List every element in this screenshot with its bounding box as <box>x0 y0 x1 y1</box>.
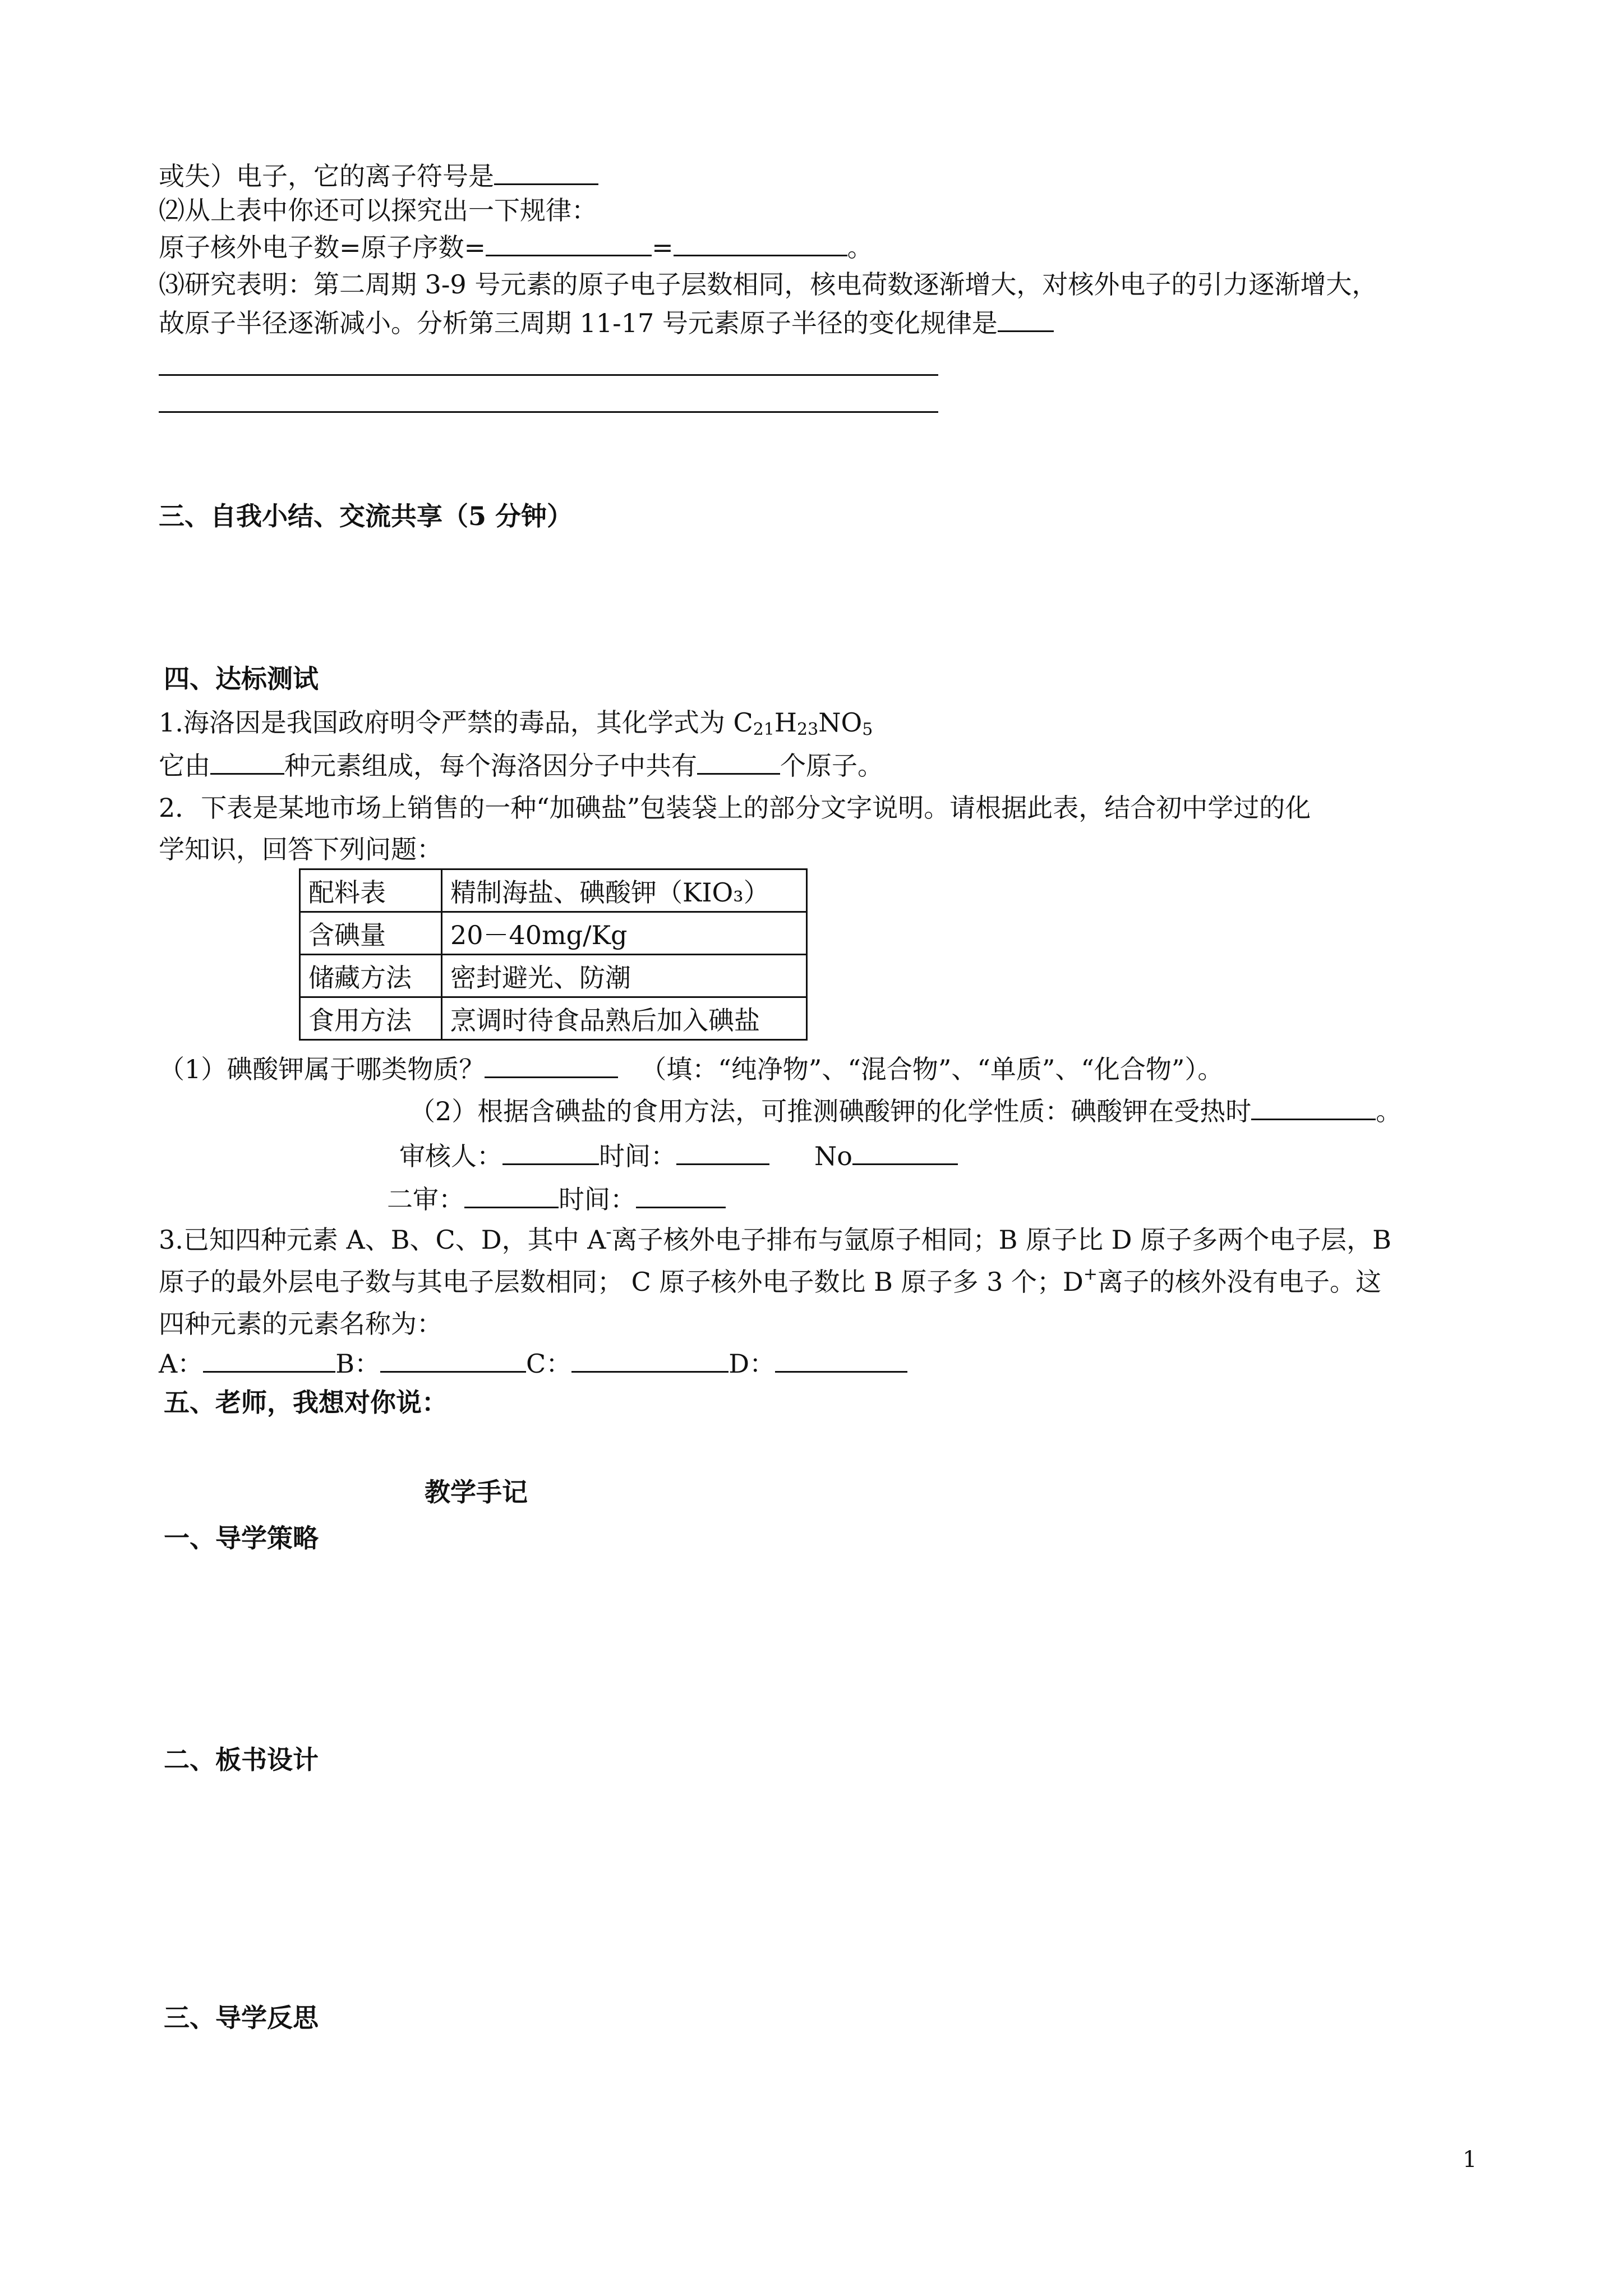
time-blank[interactable] <box>636 1182 726 1208</box>
q3-line-2 <box>159 1265 1381 1299</box>
subscript-21: 21 <box>753 720 774 739</box>
answer-c-blank[interactable] <box>571 1346 728 1373</box>
table-key: 配料表 <box>300 869 442 912</box>
table-key: 含碘量 <box>300 912 442 955</box>
table-key: 食用方法 <box>300 997 442 1040</box>
element-count-blank[interactable] <box>210 748 284 775</box>
electron-rule-text: 原子核外电子数=原子序数= <box>159 232 486 263</box>
table-row <box>300 912 807 955</box>
formula-no: NO <box>818 707 863 738</box>
radius-rule-blank[interactable] <box>998 306 1054 332</box>
q3-line-3: 四种元素的元素名称为： <box>159 1309 442 1339</box>
second-review-label: 二审： <box>387 1184 464 1214</box>
top-line-3 <box>159 230 873 264</box>
equals-sign: = <box>652 232 674 263</box>
q2-sub1-text: （1）碘酸钾属于哪类物质？ <box>159 1054 485 1084</box>
q3-text-c: 原子的最外层电子数与其电子层数相同； C 原子核外电子数比 B 原子多 3 个；D <box>159 1267 1083 1297</box>
q1-text: 1.海洛因是我国政府明令严禁的毒品，其化学式为 C <box>159 707 753 738</box>
notes-title: 教学手记 <box>425 1477 528 1507</box>
table-value: 20－40mg/Kg <box>442 912 807 955</box>
answer-c-label: C： <box>526 1349 572 1379</box>
time-label: 时间： <box>599 1141 676 1171</box>
q1-text-c: 个原子。 <box>780 751 883 781</box>
atom-count-blank[interactable] <box>697 748 780 775</box>
answer-d-label: D： <box>728 1349 776 1379</box>
section-5-title: 五、老师，我想对你说： <box>164 1387 448 1418</box>
q2-sub2-text: （2）根据含碘盐的食用方法，可推测碘酸钾的化学性质：碘酸钾在受热时 <box>409 1096 1252 1126</box>
q3-text-b: 离子核外电子排布与氩原子相同；B 原子比 D 原子多两个电子层，B <box>611 1225 1391 1255</box>
review-line <box>399 1139 958 1173</box>
answer-line-1[interactable] <box>159 374 938 376</box>
q2-sub1-hint: （填：“纯净物”、“混合物”、“单质”、“化合物”）。 <box>640 1054 1224 1084</box>
answer-a-blank[interactable] <box>203 1346 335 1373</box>
q2-sub-2 <box>409 1094 1401 1128</box>
page-number: 1 <box>1463 2147 1477 2173</box>
ion-symbol-blank[interactable] <box>494 159 598 185</box>
q1-line-2 <box>159 748 883 783</box>
no-label: No <box>814 1141 852 1171</box>
q2-line-2: 学知识，回答下列问题： <box>159 834 442 864</box>
q2-line-1: 2．下表是某地市场上销售的一种“加碘盐”包装袋上的部分文字说明。请根据此表，结合初中学过的化 <box>159 793 1311 823</box>
electron-rule-blank-1[interactable] <box>486 230 652 256</box>
charge-plus: + <box>1083 1264 1098 1284</box>
period-mark: 。 <box>847 232 873 263</box>
time-label: 时间： <box>559 1184 636 1214</box>
table-value: 烹调时待食品熟后加入碘盐 <box>442 997 807 1040</box>
notes-section-strategy: 一、导学策略 <box>164 1523 319 1553</box>
time-blank[interactable] <box>676 1139 769 1165</box>
second-review-line <box>387 1182 726 1216</box>
answer-line-2[interactable] <box>159 411 938 413</box>
q3-answers <box>159 1346 907 1381</box>
reviewer-label: 审核人： <box>399 1141 502 1171</box>
notes-section-board-design: 二、板书设计 <box>164 1745 319 1775</box>
ion-symbol-prompt: 或失）电子，它的离子符号是 <box>159 161 494 191</box>
table-key: 储藏方法 <box>300 955 442 997</box>
answer-a-label: A： <box>159 1349 204 1379</box>
answer-b-blank[interactable] <box>380 1346 526 1373</box>
second-review-blank[interactable] <box>464 1182 559 1208</box>
table-value: 密封避光、防潮 <box>442 955 807 997</box>
table-row <box>300 869 807 912</box>
top-line-4: ⑶研究表明：第二周期 3-9 号元素的原子电子层数相同，核电荷数逐渐增大，对核外电子的引力逐渐增大， <box>159 269 1378 300</box>
section-4-title: 四、达标测试 <box>164 664 319 694</box>
q3-text-d: 离子的核外没有电子。这 <box>1098 1267 1382 1297</box>
answer-b-label: B： <box>335 1349 381 1379</box>
notes-section-reflection: 三、导学反思 <box>164 2003 319 2033</box>
chemical-property-blank[interactable] <box>1251 1094 1376 1120</box>
top-line-1 <box>159 159 598 193</box>
table-row <box>300 955 807 997</box>
iodized-salt-table <box>299 868 808 1041</box>
substance-type-blank[interactable] <box>485 1052 618 1078</box>
no-blank[interactable] <box>852 1139 958 1165</box>
subscript-23: 23 <box>797 720 819 739</box>
table-row <box>300 997 807 1040</box>
formula-h: H <box>774 707 797 738</box>
q2-sub-1 <box>159 1052 1223 1086</box>
top-line-5 <box>159 306 1054 340</box>
section-3-title: 三、自我小结、交流共享（5 分钟） <box>159 501 573 531</box>
subscript-5: 5 <box>862 720 873 739</box>
reviewer-blank[interactable] <box>502 1139 599 1165</box>
radius-rule-text: 故原子半径逐渐减小。分析第三周期 11-17 号元素原子半径的变化规律是 <box>159 308 998 338</box>
period-mark: 。 <box>1376 1096 1402 1126</box>
answer-d-blank[interactable] <box>775 1346 907 1373</box>
charge-minus: - <box>606 1222 612 1242</box>
table-value: 精制海盐、碘酸钾（KIO₃） <box>442 869 807 912</box>
q1-line-1 <box>159 706 873 739</box>
q3-text-a: 3.已知四种元素 A、B、C、D，其中 A <box>159 1225 606 1255</box>
q3-line-1 <box>159 1223 1391 1257</box>
electron-rule-blank-2[interactable] <box>674 230 847 256</box>
q1-text-a: 它由 <box>159 751 210 781</box>
top-line-2: ⑵从上表中你还可以探究出一下规律： <box>159 195 597 226</box>
q1-text-b: 种元素组成，每个海洛因分子中共有 <box>284 751 697 781</box>
